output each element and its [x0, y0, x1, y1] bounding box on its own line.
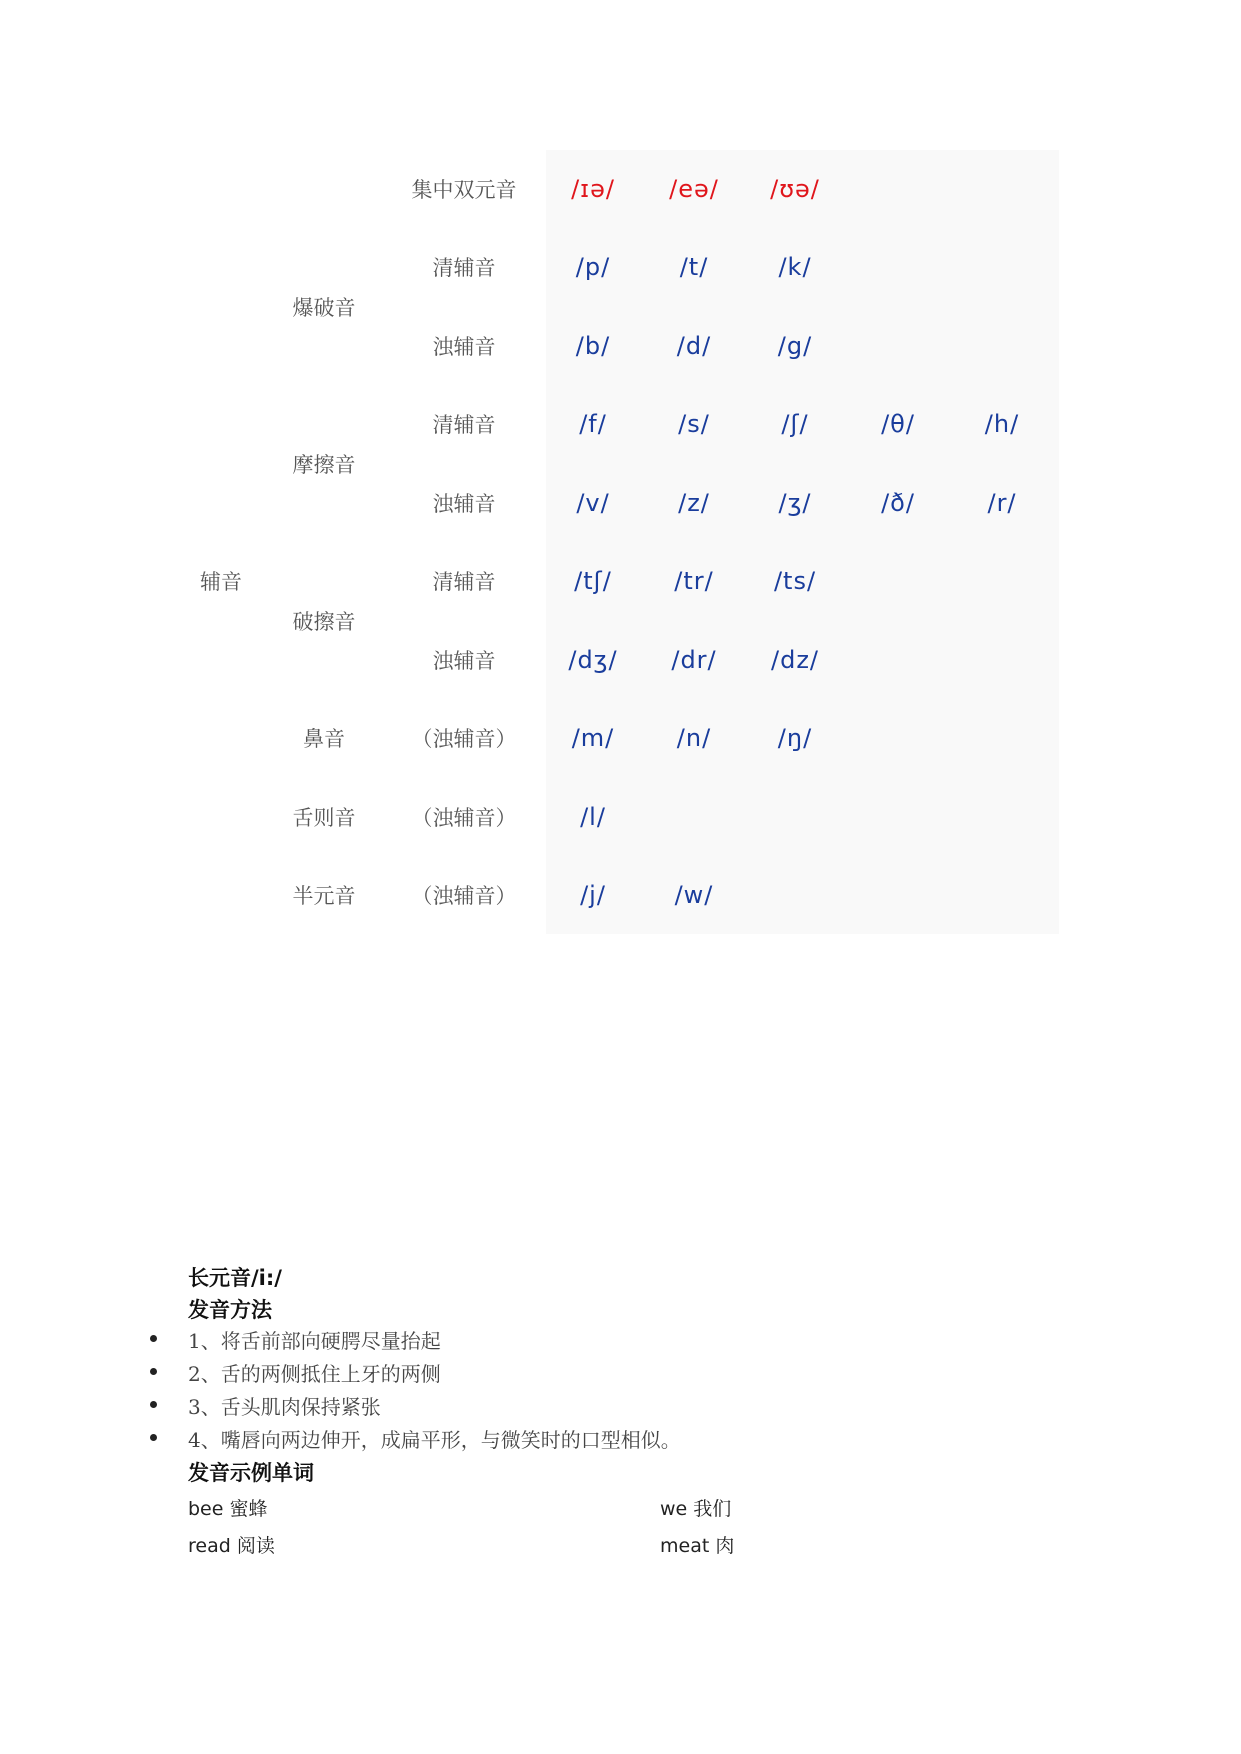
- phonetic-symbol: /p/: [575, 253, 611, 281]
- phonetic-symbol: /ð/: [881, 489, 915, 517]
- row-type-label: 清辅音: [432, 256, 496, 280]
- list-item: [188, 1424, 681, 1453]
- step-text: 2、舌的两侧抵住上牙的两侧: [188, 1362, 441, 1386]
- phonetic-symbol: /dz/: [770, 646, 820, 674]
- subcategory-semivowel-label: 半元音: [292, 884, 356, 908]
- phonetic-symbol: /ʃ/: [781, 410, 809, 438]
- phonetic-symbol: /dʒ/: [568, 646, 618, 674]
- bullet-icon: [150, 1368, 157, 1375]
- subcategory-plosive-label: 爆破音: [292, 296, 356, 320]
- method-heading: 发音方法: [188, 1298, 272, 1322]
- list-item: [188, 1325, 441, 1354]
- phonetic-symbol: /ʊə/: [770, 175, 820, 203]
- subcategory-nasal-label: 鼻音: [303, 727, 345, 751]
- phonetic-symbol: /k/: [778, 253, 812, 281]
- phonetic-symbol: /b/: [575, 332, 611, 360]
- phonetic-symbol: /ts/: [773, 567, 817, 595]
- examples-heading: 发音示例单词: [188, 1461, 314, 1485]
- row-type-label: 集中双元音: [411, 178, 517, 202]
- bullet-icon: [150, 1434, 157, 1441]
- example-word-english: bee: [188, 1498, 224, 1520]
- subcategory-fricative-label: 摩擦音: [292, 453, 356, 477]
- phonetic-symbol: /v/: [576, 489, 610, 517]
- list-item: [188, 1391, 381, 1420]
- example-word: [660, 1494, 731, 1521]
- phonetic-symbol: /j/: [580, 881, 606, 909]
- phonetic-symbol: /w/: [674, 881, 714, 909]
- step-text: 3、舌头肌肉保持紧张: [188, 1395, 381, 1419]
- phonetic-symbol: /tr/: [674, 567, 714, 595]
- phonetic-symbol: /eə/: [669, 175, 719, 203]
- phonetic-symbol: /h/: [984, 410, 1020, 438]
- example-word-chinese: 肉: [715, 1535, 735, 1557]
- phonetic-symbol: /θ/: [881, 410, 915, 438]
- bullet-icon: [150, 1401, 157, 1408]
- example-word-english: meat: [660, 1535, 710, 1557]
- step-text: 1、将舌前部向硬腭尽量抬起: [188, 1329, 441, 1353]
- phonetic-symbol: /ɪə/: [571, 175, 615, 203]
- row-type-label: 清辅音: [432, 570, 496, 594]
- row-type-label: 浊辅音: [432, 649, 496, 673]
- phonetic-symbol: /g/: [777, 332, 813, 360]
- section-title: 长元音/i:/: [188, 1266, 282, 1290]
- row-type-label: （浊辅音）: [411, 727, 517, 751]
- row-type-label: 浊辅音: [432, 492, 496, 516]
- phonetic-symbol: /r/: [987, 489, 1017, 517]
- example-word-chinese: 我们: [693, 1498, 732, 1520]
- example-word: [188, 1494, 268, 1521]
- subcategory-lateral-label: 舌则音: [292, 806, 356, 830]
- example-word-english: read: [188, 1535, 231, 1557]
- phonetic-symbol: /z/: [678, 489, 710, 517]
- phonetic-symbol: /t/: [679, 253, 709, 281]
- phonetic-symbol: /d/: [676, 332, 712, 360]
- example-word-english: we: [660, 1498, 688, 1520]
- step-text: 4、嘴唇向两边伸开，成扁平形，与微笑时的口型相似。: [188, 1428, 681, 1452]
- row-type-label: （浊辅音）: [411, 806, 517, 830]
- subcategory-affricate-label: 破擦音: [292, 610, 356, 634]
- phonetic-symbol: /ŋ/: [777, 724, 813, 752]
- phonetic-symbol: /l/: [580, 803, 606, 831]
- category-consonant-label: 辅音: [200, 570, 242, 594]
- example-word: [660, 1531, 734, 1558]
- row-type-label: （浊辅音）: [411, 884, 517, 908]
- phonetic-symbol: /m/: [571, 724, 615, 752]
- phonetic-symbol: /dr/: [671, 646, 717, 674]
- phonetic-symbol: /n/: [676, 724, 712, 752]
- row-type-label: 清辅音: [432, 413, 496, 437]
- phonetic-symbol: /tʃ/: [574, 567, 612, 595]
- phonetic-symbol: /f/: [579, 410, 607, 438]
- example-word: [188, 1531, 275, 1558]
- bullet-icon: [150, 1335, 157, 1342]
- example-word-chinese: 阅读: [236, 1535, 275, 1557]
- list-item: [188, 1358, 441, 1387]
- example-word-chinese: 蜜蜂: [229, 1498, 268, 1520]
- row-type-label: 浊辅音: [432, 335, 496, 359]
- phonetic-symbol: /s/: [678, 410, 710, 438]
- phonetic-symbol: /ʒ/: [778, 489, 812, 517]
